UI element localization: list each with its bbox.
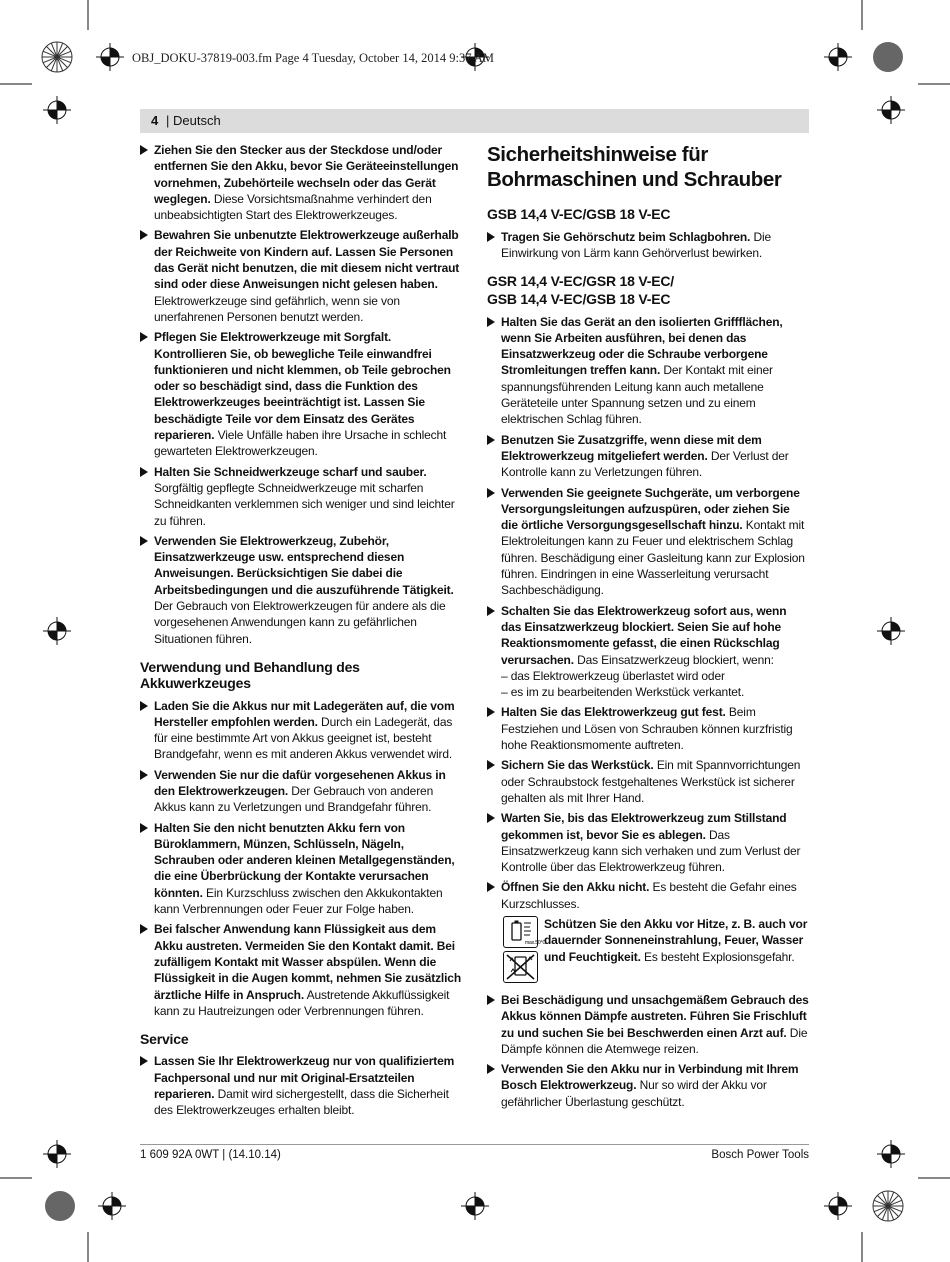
icon-note-bold: Schützen Sie den Akku vor Hitze, z. B. auch vor dauernder Sonneneinstrahlung, Feuer, Wasser und Feuchtigkeit. [544,916,808,964]
item-bold: Halten Sie den nicht benutzten Akku fern von Büroklammern, Münzen, Schlüsseln, Nägeln, Schrauben oder anderen kleinen Metallgegenständen, die eine Überbrückung der Kontakte verursachen könnten. [154,820,455,900]
item-bold: Lassen Sie Ihr Elektrowerkzeug nur von qualifiziertem Fachpersonal und nur mit Original-Ersatzteilen reparieren. [154,1054,455,1102]
item-text: Viele Unfälle haben ihre Ursache in schlecht gewarteten Elektrowerkzeugen. [154,428,447,459]
bullet-triangle-icon [140,332,148,342]
list-item [140,227,462,325]
page-header-bar [140,109,809,133]
item-text: Damit wird sichergestellt, dass die Sicherheit des Elektrowerkzeuges erhalten bleibt. [154,1087,449,1118]
item-bold: Pflegen Sie Elektrowerkzeuge mit Sorgfalt. Kontrollieren Sie, ob bewegliche Teile einwandfrei funktionieren und nicht klemmen, ob Teile gebrochen oder so beschädigt sind, dass die Funktion des Elektrowerkzeuges beeinträchtigt ist. Lassen Sie beschädigte Teile vor dem Einsatz des Gerätes reparieren. [154,330,451,443]
icon-note-text: Es besteht Explosionsgefahr. [643,949,795,964]
right-list-general [487,314,809,599]
right-list-fumes [487,992,809,1110]
item-bold: Halten Sie Schneidwerkzeuge scharf und sauber. [154,464,427,479]
list-item [140,1053,462,1118]
item-text: Diese Vorsichtsmaßnahme verhindert den unbeabsichtigten Start des Elektrowerkzeuges. [154,191,432,223]
item-text: Die Einwirkung von Lärm kann Gehörverlust bewirken. [501,230,771,261]
list-item [487,1061,809,1110]
safety-title: Sicherheitshinweise für Bohrmaschinen und Schrauber [487,143,782,191]
list-item [140,767,462,816]
footer-brand: Bosch Power Tools [711,1149,809,1161]
list-item [487,757,809,806]
footer-doc-number: 1 609 92A 0WT | (14.10.14) [140,1149,281,1161]
list-item [140,820,462,918]
item-text: Das Einsatzwerkzeug kann sich verhaken und zum Verlust der Kontrolle über das Elektrowerkzeug führen. [501,827,801,875]
bullet-triangle-icon [140,1056,148,1066]
bullet-triangle-icon [487,488,495,498]
item-text: Beim Festziehen und Lösen von Schrauben können kurzfristig hohe Reaktionsmomente auftreten. [501,705,793,753]
item-bold: Verwenden Sie nur die dafür vorgesehenen Akkus in den Elektrowerkzeugen. [154,767,446,798]
bullet-triangle-icon [487,882,495,892]
bullet-triangle-icon [487,760,495,770]
bullet-triangle-icon [140,823,148,833]
item-bold: Verwenden Sie den Akku nur in Verbindung mit Ihrem Bosch Elektrowerkzeug. [501,1062,799,1093]
footer-rule [140,1144,809,1145]
list-item [140,329,462,459]
item-text: Ein mit Spannvorrichtungen oder Schraubstock festgehaltenes Werkstück ist sicherer gehalten als mit Ihrer Hand. [501,758,801,805]
item-bold: Bewahren Sie unbenutzte Elektrowerkzeuge außerhalb der Reichweite von Kindern auf. Lassen Sie Personen das Gerät nicht benutzen, die mit diesem nicht vertraut sind oder diese Anweisungen nicht gelesen haben. [154,228,460,292]
bullet-triangle-icon [487,1064,495,1074]
list-item [487,485,809,599]
item-bold: Bei falscher Anwendung kann Flüssigkeit aus dem Akku austreten. Vermeiden Sie den Kontakt damit. Bei zufälligem Kontakt mit Wasser abspülen. Wenn die Flüssigkeit in die Augen kommt, nehmen Sie zusätzlich ärztliche Hilfe in Anspruch. [154,922,461,1002]
list-item-blocked [487,603,809,701]
bullet-triangle-icon [487,995,495,1005]
bullet-triangle-icon [487,232,495,242]
list-item [140,464,462,529]
item-bold: Laden Sie die Akkus nur mit Ladegeräten auf, die vom Hersteller empfohlen werden. [154,698,455,729]
item-bold: Halten Sie das Elektrowerkzeug gut fest. [501,705,726,720]
item-dash-1: – das Elektrowerkzeug überlastet wird oder [501,668,725,683]
list-item [140,698,462,763]
list-item [140,921,462,1019]
right-list-handling [487,704,809,912]
service-heading: Service [140,1031,189,1048]
item-text: Kontakt mit Elektroleitungen kann zu Feuer und elektrischem Schlag führen. Beschädigung einer Gasleitung kann zur Explosion führen. Eindringen in eine Wasserleitung verursacht Sachbeschädigung. [501,518,805,598]
item-text: Elektrowerkzeuge sind gefährlich, wenn sie von unerfahrenen Personen benutzt werden. [154,293,400,324]
battery-heat-warning-icon [503,916,546,948]
bullet-triangle-icon [487,606,495,616]
item-text: Nur so wird der Akku vor gefährlicher Überlastung geschützt. [501,1078,767,1109]
item-bold: Ziehen Sie den Stecker aus der Steckdose und/oder entfernen Sie den Akku, bevor Sie Geräteeinstellungen vornehmen, Zubehörteile wechseln oder das Gerät weglegen. [154,143,459,206]
no-water-battery-icon [503,951,538,983]
list-item [487,810,809,875]
item-text: Das Einsatzwerkzeug blockiert, wenn: [577,652,774,667]
battery-heat-note [487,916,809,984]
bullet-triangle-icon [487,813,495,823]
model-heading-gsb: GSB 14,4 V-EC/GSB 18 V-EC [487,206,671,222]
list-item [487,992,809,1057]
item-dash-2: – es im zu bearbeitenden Werkstück verkantet. [501,685,745,700]
item-bold: Schalten Sie das Elektrowerkzeug sofort aus, wenn das Einsatzwerkzeug blockiert. Seien Sie auf hohe Reaktionsmomente gefasst, die einen Rückschlag verursachen. [501,603,787,667]
left-list-service [140,1053,462,1118]
bullet-triangle-icon [140,701,148,711]
list-item [140,533,462,647]
list-item [140,142,462,223]
bullet-triangle-icon [140,145,148,155]
right-list-gsb [487,229,809,262]
item-text: Sorgfältig gepflegte Schneidwerkzeuge mit scharfen Schneidkanten verklemmen sich weniger und sind leichter zu führen. [154,480,455,528]
item-bold: Bei Beschädigung und unsachgemäßem Gebrauch des Akkus können Dämpfe austreten. Führen Sie Frischluft zu und suchen Sie bei Beschwerden einen Arzt auf. [501,992,809,1040]
item-text: Es besteht die Gefahr eines Kurzschlusses. [501,880,797,911]
right-column [487,142,809,1114]
item-text: Der Gebrauch von Elektrowerkzeugen für andere als die vorgesehenen Anwendungen kann zu gefährlichen Situationen führen. [154,599,446,646]
bullet-triangle-icon [140,924,148,934]
bullet-triangle-icon [487,707,495,717]
left-list-battery [140,698,462,1020]
item-text: Ein Kurzschluss zwischen den Akkukontakten kann Verbrennungen oder Feuer zur Folge haben. [154,885,443,917]
list-item [487,314,809,428]
item-bold: Warten Sie, bis das Elektrowerkzeug zum Stillstand gekommen ist, bevor Sie es ablegen. [501,811,787,842]
page-number: 4 [151,113,159,128]
bullet-triangle-icon [140,467,148,477]
page-language: | Deutsch [166,113,221,128]
bullet-triangle-icon [140,770,148,780]
model-heading-line-1: GSR 14,4 V-EC/GSR 18 V-EC/ [487,272,674,289]
item-bold: Verwenden Sie geeignete Suchgeräte, um verborgene Versorgungsleitungen aufzuspüren, oder ziehen Sie die örtliche Versorgungsgesellschaft hinzu. [501,485,800,533]
item-text: Die Dämpfe können die Atemwege reizen. [501,1025,808,1056]
list-item [487,704,809,753]
item-bold: Halten Sie das Gerät an den isolierten Griffflächen, wenn Sie Arbeiten ausführen, bei denen das Einsatzwerkzeug oder die Schraube verborgene Stromleitungen treffen kann. [501,314,783,378]
item-bold: Benutzen Sie Zusatzgriffe, wenn diese mit dem Elektrowerkzeug mitgeliefert werden. [501,432,762,463]
bullet-triangle-icon [140,230,148,240]
bullet-triangle-icon [140,536,148,546]
bullet-triangle-icon [487,435,495,445]
model-heading-gsr-gsb [487,272,809,308]
item-text: Der Gebrauch von anderen Akkus kann zu Verletzungen und Brandgefahr führen. [154,783,434,815]
item-text: Der Kontakt mit einer spannungsführenden Leitung kann auch metallene Geräteteile unter Spannung setzen und zu einem elektrischen Schlag führen. [501,363,773,427]
item-text: Austretende Akkuflüssigkeit kann zu Hautreizungen oder Verbrennungen führen. [154,987,450,1018]
item-text: Durch ein Ladegerät, das für eine bestimmte Art von Akkus geeignet ist, besteht Brandgefahr, wenn es mit anderen Akkus verwendet wird. [154,714,453,762]
model-heading-line-2: GSB 14,4 V-EC/GSB 18 V-EC [487,290,671,307]
battery-section-heading: Verwendung und Behandlung des Akkuwerkzeuges [140,658,360,692]
item-text: Der Verlust der Kontrolle kann zu Verletzungen führen. [501,448,789,480]
list-item [487,432,809,481]
list-item [487,879,809,912]
left-list-general [140,142,462,647]
svg-text:max.50°C: max.50°C [525,939,546,946]
item-bold: Tragen Sie Gehörschutz beim Schlagbohren. [501,230,751,244]
left-column [140,142,462,1123]
print-header: OBJ_DOKU-37819-003.fm Page 4 Tuesday, October 14, 2014 9:37 AM [132,51,495,65]
item-bold: Sichern Sie das Werkstück. [501,758,654,773]
list-item [487,229,809,262]
item-bold: Verwenden Sie Elektrowerkzeug, Zubehör, Einsatzwerkzeuge usw. entsprechend diesen Anweisungen. Berücksichtigen Sie dabei die Arbeitsbedingungen und die auszuführende Tätigkeit. [154,533,454,597]
bullet-triangle-icon [487,317,495,327]
item-bold: Öffnen Sie den Akku nicht. [501,880,650,895]
